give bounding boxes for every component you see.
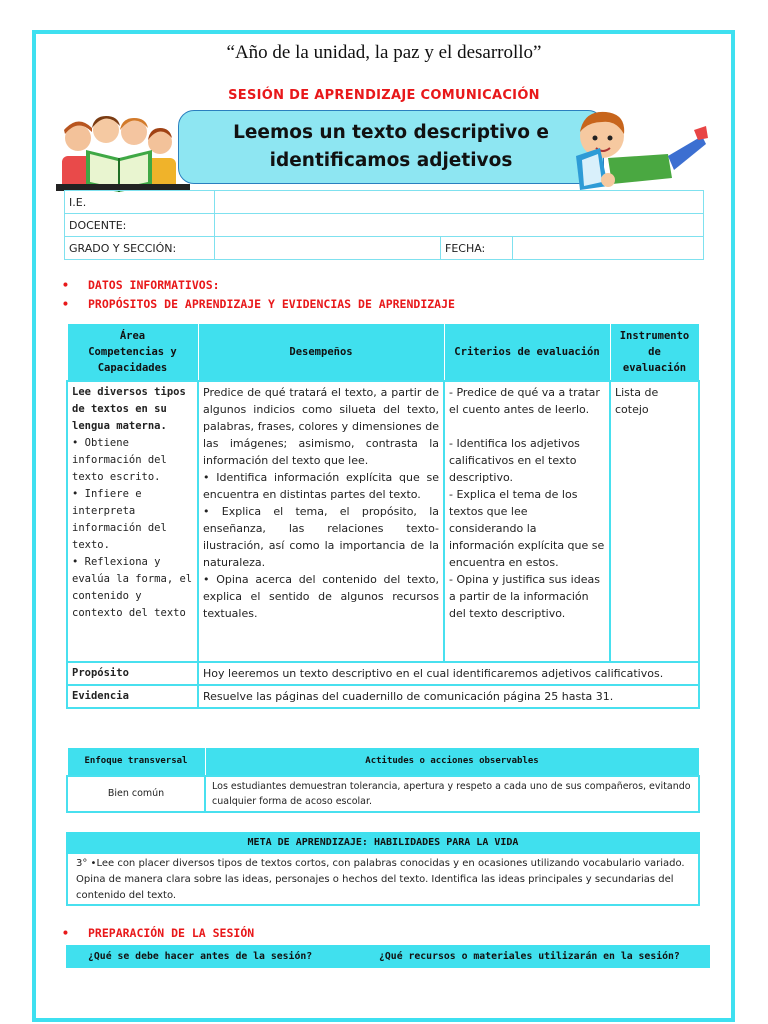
meta-body: 3° •Lee con placer diversos tipos de textos cortos, con palabras conocidas y en ocasiones utilizando vocabulario variado. Opina de manera clara sobre las ideas, personajes o hechos del texto. Identifica las ideas principales y secundarias del contenido del texto. xyxy=(66,854,700,906)
actitudes-value: Los estudiantes demuestran tolerancia, apertura y respeto a cada uno de sus compañeros, evitando cualquier forma de acoso escolar. xyxy=(205,776,699,812)
header-instrumento: Instrumento de evaluación xyxy=(610,324,699,382)
children-reading-illustration xyxy=(56,112,182,192)
header-criterios: Criterios de evaluación xyxy=(444,324,610,382)
header-desempenos: Desempeños xyxy=(198,324,444,382)
bullet-icon: • xyxy=(62,278,69,292)
evidencia-label: Evidencia xyxy=(67,685,198,708)
school-info-table xyxy=(64,190,704,260)
criterios-cell: - Predice de qué va a tratar el cuento antes de leerlo. - Identifica los adjetivos calificativos en el texto descriptivo. - Explica el tema de los textos que lee considerando la información explícita que se encuentra en estos. - Opina y justifica sus ideas a partir de la información del texto descriptivo. xyxy=(444,381,610,662)
header-area: Área Competencias y Capacidades xyxy=(67,324,198,382)
session-title: SESIÓN DE APRENDIZAJE COMUNICACIÓN xyxy=(228,88,540,103)
fecha-label: FECHA: xyxy=(441,237,513,260)
enfoque-table xyxy=(66,747,700,813)
prep-question-before: ¿Qué se debe hacer antes de la sesión? xyxy=(88,951,313,962)
capacidades-list: • Obtiene información del texto escrito. • Infiere e interpreta información del texto. • Reflexiona y evalúa la forma, el contenido y contexto del texto xyxy=(72,437,193,619)
fecha-field[interactable] xyxy=(513,237,704,260)
banner-title-line-1: Leemos un texto descriptivo e xyxy=(233,122,549,143)
boy-reading-illustration xyxy=(568,108,708,192)
prep-question-resources: ¿Qué recursos o materiales utilizarán en la sesión? xyxy=(379,951,680,962)
proposito-text: Hoy leeremos un texto descriptivo en el cual identificaremos adjetivos calificativos. xyxy=(198,662,699,685)
competencia-title: Lee diversos tipos de textos en su lengua materna. xyxy=(72,386,186,432)
ie-field[interactable] xyxy=(215,191,704,214)
instrumento-cell: Lista de cotejo xyxy=(610,381,699,662)
propositos-heading: • PROPÓSITOS DE APRENDIZAJE Y EVIDENCIAS DE APRENDIZAJE xyxy=(62,297,455,311)
preparacion-heading: • PREPARACIÓN DE LA SESIÓN xyxy=(62,926,255,940)
competencias-cell xyxy=(67,381,198,662)
evidencia-text: Resuelve las páginas del cuadernillo de comunicación página 25 hasta 31. xyxy=(198,685,699,708)
enfoque-value: Bien común xyxy=(67,776,205,812)
docente-field[interactable] xyxy=(215,214,704,237)
purposes-table xyxy=(66,323,700,709)
docente-label: DOCENTE: xyxy=(65,214,215,237)
bullet-icon: • xyxy=(62,926,69,940)
datos-informativos-heading: • DATOS INFORMATIVOS: xyxy=(62,278,220,292)
grado-field[interactable] xyxy=(215,237,441,260)
title-banner xyxy=(178,110,604,184)
ie-label: I.E. xyxy=(65,191,215,214)
desempenos-cell: Predice de qué tratará el texto, a partir de algunos indicios como silueta del texto, palabras, frases, colores y dimensiones de las imágenes; asimismo, contrasta la información del texto que lee. • Identifica información explícita que se encuentra en distintas partes del texto. • Explica el tema, el propósito, la enseñanza, las relaciones texto-ilustración, así como la importancia de la naturaleza. • Opina acerca del contenido del texto, explica el sentido de algunos recursos textuales. xyxy=(198,381,444,662)
meta-title: META DE APRENDIZAJE: HABILIDADES PARA LA VIDA xyxy=(66,832,700,854)
grado-label: GRADO Y SECCIÓN: xyxy=(65,237,215,260)
header-enfoque: Enfoque transversal xyxy=(67,748,205,776)
proposito-label: Propósito xyxy=(67,662,198,685)
year-motto: “Año de la unidad, la paz y el desarrollo” xyxy=(226,42,542,63)
banner-title-line-2: identificamos adjetivos xyxy=(269,150,513,171)
preparacion-header-row xyxy=(66,945,710,968)
header-actitudes: Actitudes o acciones observables xyxy=(205,748,699,776)
bullet-icon: • xyxy=(62,297,69,311)
